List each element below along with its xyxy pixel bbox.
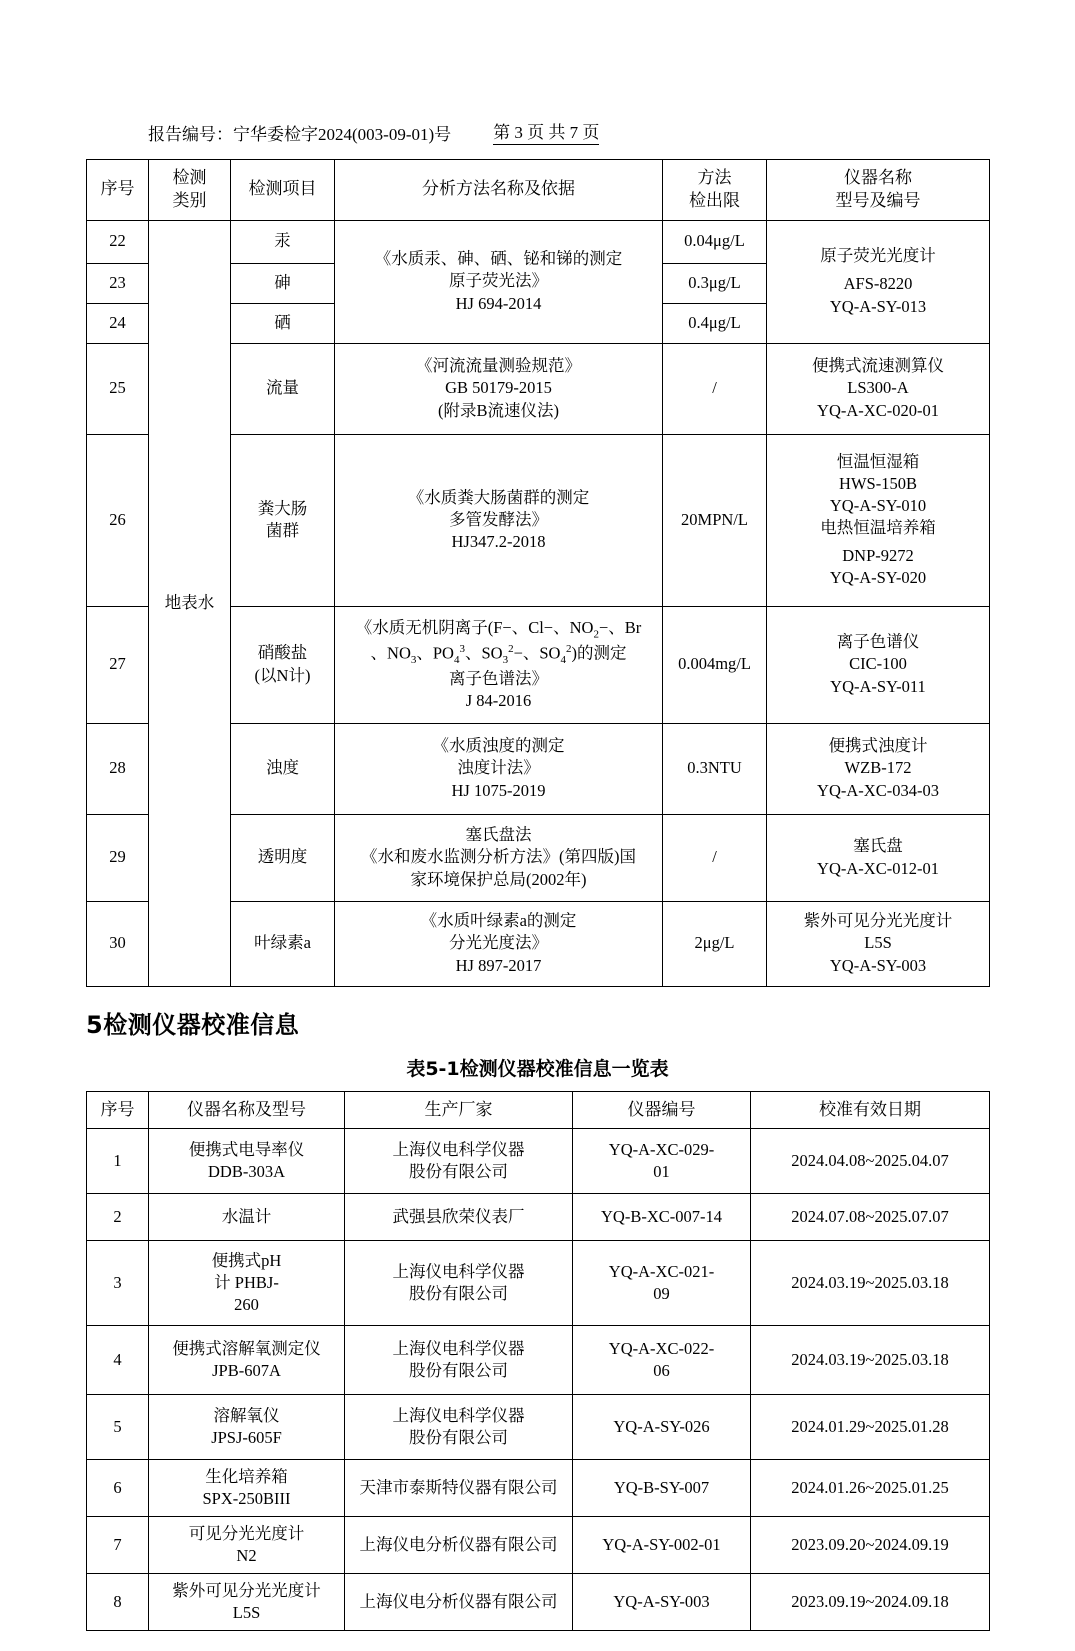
code-line: 09 (653, 1284, 670, 1304)
section-title-5: 5检测仪器校准信息 (86, 1010, 300, 1039)
row-item (231, 606, 335, 723)
row-method (335, 901, 663, 986)
row-instrument (767, 814, 990, 901)
row-instrument-code: YQ-A-SY-026 (573, 1395, 751, 1460)
name-line: JPSJ-605F (211, 1428, 282, 1448)
item-line: 菌群 (266, 521, 299, 541)
maker-line: 上海仪电科学仪器 (392, 1406, 525, 1426)
row-method (335, 434, 663, 606)
row-instrument (767, 723, 990, 814)
method-line: GB 50179-2015 (445, 378, 552, 398)
row-no: 8 (87, 1574, 149, 1631)
row-item: 叶绿素a (231, 901, 335, 986)
row-instrument-code: YQ-A-SY-003 (573, 1574, 751, 1631)
row-no: 7 (87, 1517, 149, 1574)
instrument-line: WZB-172 (844, 758, 912, 778)
row-calibration-date: 2023.09.20~2024.09.19 (751, 1517, 990, 1574)
maker-line: 股份有限公司 (409, 1361, 508, 1381)
instrument-line: 电热恒温培养箱 (820, 518, 936, 538)
row-method (335, 723, 663, 814)
name-line: 生化培养箱 (205, 1467, 288, 1487)
col-header-limit (663, 160, 767, 221)
row-manufacturer (345, 1326, 573, 1395)
row-instrument-code (573, 1326, 751, 1395)
method-line: 《水质浊度的测定 (432, 736, 565, 756)
table-header-row (87, 160, 990, 221)
row-limit: 0.4μg/L (663, 303, 767, 343)
name-line: SPX-250BIII (202, 1489, 291, 1509)
item-line: 粪大肠 (257, 498, 308, 518)
maker-line: 股份有限公司 (409, 1284, 508, 1304)
instrument-line: HWS-150B (839, 473, 917, 493)
method-line: 塞氏盘法 (465, 825, 532, 845)
row-no: 3 (87, 1241, 149, 1326)
method-line: 分光光度法》 (449, 933, 548, 953)
maker-line: 上海仪电科学仪器 (392, 1140, 525, 1160)
instrument-line: 离子色谱仪 (836, 632, 920, 652)
row-no: 22 (87, 220, 149, 263)
col-header-no: 序号 (87, 160, 149, 221)
row-manufacturer: 武强县欣荣仪表厂 (345, 1194, 573, 1241)
instrument-line: 便携式流速测算仪 (812, 356, 944, 376)
row-calibration-date: 2024.07.08~2025.07.07 (751, 1194, 990, 1241)
name-line: N2 (236, 1546, 257, 1566)
row-instrument (767, 343, 990, 434)
row-instrument (767, 606, 990, 723)
instrument-line: 紫外可见分光光度计 (803, 911, 953, 931)
col-header-manufacturer: 生产厂家 (345, 1091, 573, 1129)
row-no: 2 (87, 1194, 149, 1241)
col-header-method: 分析方法名称及依据 (335, 160, 663, 221)
row-calibration-date: 2024.03.19~2025.03.18 (751, 1241, 990, 1326)
row-method (335, 343, 663, 434)
table-row (87, 1460, 990, 1517)
name-line: 紫外可见分光光度计 (172, 1581, 321, 1601)
row-no: 27 (87, 606, 149, 723)
row-instrument (767, 220, 990, 343)
maker-line: 上海仪电科学仪器 (392, 1339, 525, 1359)
name-line: 便携式pH (211, 1251, 282, 1271)
method-line: 《河流流量测验规范》 (416, 356, 581, 376)
instrument-line: YQ-A-XC-020-01 (817, 400, 939, 420)
row-item: 透明度 (231, 814, 335, 901)
method-line: 《水质汞、砷、硒、铋和锑的测定 (374, 249, 623, 269)
row-manufacturer: 上海仪电分析仪器有限公司 (345, 1517, 573, 1574)
row-no: 23 (87, 263, 149, 303)
name-line: L5S (232, 1603, 261, 1623)
row-limit: / (663, 343, 767, 434)
code-line: YQ-A-XC-021- (608, 1262, 715, 1282)
row-no: 30 (87, 901, 149, 986)
col-header-instrument-name: 仪器名称及型号 (149, 1091, 345, 1129)
row-instrument-name (149, 1241, 345, 1326)
instrument-line: CIC-100 (849, 654, 907, 674)
method-line: HJ 1075-2019 (451, 780, 546, 800)
col-header-category (149, 160, 231, 221)
method-line: 浊度计法》 (457, 758, 540, 778)
name-line: 溶解氧仪 (213, 1406, 280, 1426)
row-instrument-code (573, 1129, 751, 1194)
name-line: 便携式电导率仪 (188, 1140, 305, 1160)
row-instrument-name (149, 1574, 345, 1631)
row-no: 5 (87, 1395, 149, 1460)
row-method (335, 220, 663, 343)
name-line: 计 PHBJ- (214, 1273, 279, 1293)
table-row (87, 1517, 990, 1574)
row-manufacturer (345, 1241, 573, 1326)
row-method: 《水质无机阴离子(F−、Cl−、$NO_2-$、Br 、$NO_3$、$PO_4^3$、$SO_3^2-$、$SO_4^2$)的测定 离子色谱法》 J 84-2016 (335, 606, 663, 723)
row-instrument (767, 434, 990, 606)
method-line: 《水质粪大肠菌群的测定 (407, 487, 590, 507)
detection-methods-table (86, 159, 990, 987)
row-calibration-date: 2023.09.19~2024.09.18 (751, 1574, 990, 1631)
col-header-instrument (767, 160, 990, 221)
row-no: 6 (87, 1460, 149, 1517)
row-limit: 0.004mg/L (663, 606, 767, 723)
row-method (335, 814, 663, 901)
row-calibration-date: 2024.04.08~2025.04.07 (751, 1129, 990, 1194)
instrument-line: YQ-A-XC-012-01 (817, 858, 939, 878)
method-line: 多管发酵法》 (449, 509, 548, 529)
row-limit: 2μg/L (663, 901, 767, 986)
col-header-no: 序号 (87, 1091, 149, 1129)
instrument-line: AFS-8220 (843, 274, 913, 294)
method-line: 家环境保护总局(2002年) (410, 869, 587, 889)
instrument-line: 原子荧光光度计 (820, 246, 936, 266)
row-manufacturer: 天津市泰斯特仪器有限公司 (345, 1460, 573, 1517)
method-line: 原子荧光法》 (449, 271, 548, 291)
row-instrument-name (149, 1326, 345, 1395)
row-manufacturer (345, 1129, 573, 1194)
instrument-line: L5S (864, 933, 892, 953)
table-caption-5-1: 表5-1检测仪器校准信息一览表 (406, 1057, 669, 1080)
instrument-line: YQ-A-SY-003 (829, 955, 927, 975)
instrument-line: 恒温恒湿箱 (836, 451, 920, 471)
row-limit: 20MPN/L (663, 434, 767, 606)
row-limit: 0.04μg/L (663, 220, 767, 263)
instrument-line: 便携式浊度计 (828, 736, 928, 756)
row-limit: / (663, 814, 767, 901)
name-line: 可见分光光度计 (188, 1524, 305, 1544)
report-number: 报告编号：宁华委检字2024(003-09-01)号 (148, 125, 452, 144)
row-instrument-name (149, 1395, 345, 1460)
row-category: 地表水 (149, 220, 231, 986)
row-manufacturer (345, 1395, 573, 1460)
row-instrument-name (149, 1517, 345, 1574)
table-row (87, 1395, 990, 1460)
item-line: 硝酸盐 (257, 643, 308, 663)
method-line: HJ 897-2017 (455, 955, 542, 975)
table-row (87, 1194, 990, 1241)
row-no: 28 (87, 723, 149, 814)
row-instrument-name: 水温计 (149, 1194, 345, 1241)
row-calibration-date: 2024.03.19~2025.03.18 (751, 1326, 990, 1395)
instrument-line: LS300-A (847, 378, 909, 398)
row-no: 26 (87, 434, 149, 606)
instrument-line: YQ-A-SY-011 (830, 676, 926, 696)
table-row (87, 1129, 990, 1194)
row-item: 汞 (231, 220, 335, 263)
row-instrument-code: YQ-A-SY-002-01 (573, 1517, 751, 1574)
code-line: 01 (653, 1162, 670, 1182)
col-header-instrument-line2: 型号及编号 (835, 190, 921, 210)
row-item: 流量 (231, 343, 335, 434)
row-item: 浊度 (231, 723, 335, 814)
name-line: DDB-303A (208, 1162, 285, 1182)
item-line: (以N计) (254, 665, 311, 685)
col-header-category-line2: 类别 (172, 190, 207, 210)
maker-line: 上海仪电科学仪器 (392, 1262, 525, 1282)
row-no: 29 (87, 814, 149, 901)
table-row (87, 1574, 990, 1631)
code-line: YQ-A-XC-029- (608, 1140, 715, 1160)
row-instrument-code (573, 1241, 751, 1326)
row-instrument-name (149, 1460, 345, 1517)
name-line: 260 (234, 1295, 259, 1315)
method-line: 《水质叶绿素a的测定 (420, 911, 577, 931)
method-line: HJ 694-2014 (455, 293, 542, 313)
col-header-limit-line1: 方法 (697, 168, 732, 187)
row-no: 25 (87, 343, 149, 434)
code-line: 06 (653, 1361, 670, 1381)
row-no: 4 (87, 1326, 149, 1395)
col-header-instrument-line1: 仪器名称 (844, 168, 912, 187)
row-item (231, 434, 335, 606)
method-line: 《水和废水监测分析方法》(第四版)国 (361, 847, 636, 867)
row-instrument (767, 901, 990, 986)
maker-line: 股份有限公司 (409, 1162, 508, 1182)
row-no: 1 (87, 1129, 149, 1194)
row-manufacturer: 上海仪电分析仪器有限公司 (345, 1574, 573, 1631)
page-number: 第 3 页 共 7 页 (493, 118, 599, 145)
method-line: HJ347.2-2018 (451, 532, 546, 552)
table-header-row (87, 1091, 990, 1129)
code-line: YQ-A-XC-022- (608, 1339, 715, 1359)
row-calibration-date: 2024.01.26~2025.01.25 (751, 1460, 990, 1517)
instrument-line: YQ-A-XC-034-03 (817, 780, 939, 800)
maker-line: 股份有限公司 (409, 1428, 508, 1448)
instrument-line: DNP-9272 (842, 546, 914, 566)
name-line: 便携式溶解氧测定仪 (172, 1339, 321, 1359)
instrument-line: YQ-A-SY-010 (829, 495, 927, 515)
col-header-calibration-date: 校准有效日期 (751, 1091, 990, 1129)
table-row (87, 1326, 990, 1395)
table-row (87, 1241, 990, 1326)
table-row (87, 220, 990, 263)
row-instrument-code: YQ-B-XC-007-14 (573, 1194, 751, 1241)
row-limit: 0.3NTU (663, 723, 767, 814)
row-limit: 0.3μg/L (663, 263, 767, 303)
instrument-calibration-table (86, 1091, 990, 1632)
row-instrument-name (149, 1129, 345, 1194)
row-calibration-date: 2024.01.29~2025.01.28 (751, 1395, 990, 1460)
row-item: 硒 (231, 303, 335, 343)
col-header-instrument-code: 仪器编号 (573, 1091, 751, 1129)
col-header-category-line1: 检测 (172, 168, 207, 187)
row-instrument-code: YQ-B-SY-007 (573, 1460, 751, 1517)
instrument-line: YQ-A-SY-020 (829, 568, 927, 588)
row-item: 砷 (231, 263, 335, 303)
col-header-limit-line2: 检出限 (689, 190, 740, 210)
instrument-line: 塞氏盘 (853, 836, 903, 856)
col-header-item: 检测项目 (231, 160, 335, 221)
row-no: 24 (87, 303, 149, 343)
method-line: (附录B流速仪法) (438, 400, 559, 420)
instrument-line: YQ-A-SY-013 (829, 296, 927, 316)
page-header (86, 118, 989, 145)
name-line: JPB-607A (212, 1361, 281, 1381)
